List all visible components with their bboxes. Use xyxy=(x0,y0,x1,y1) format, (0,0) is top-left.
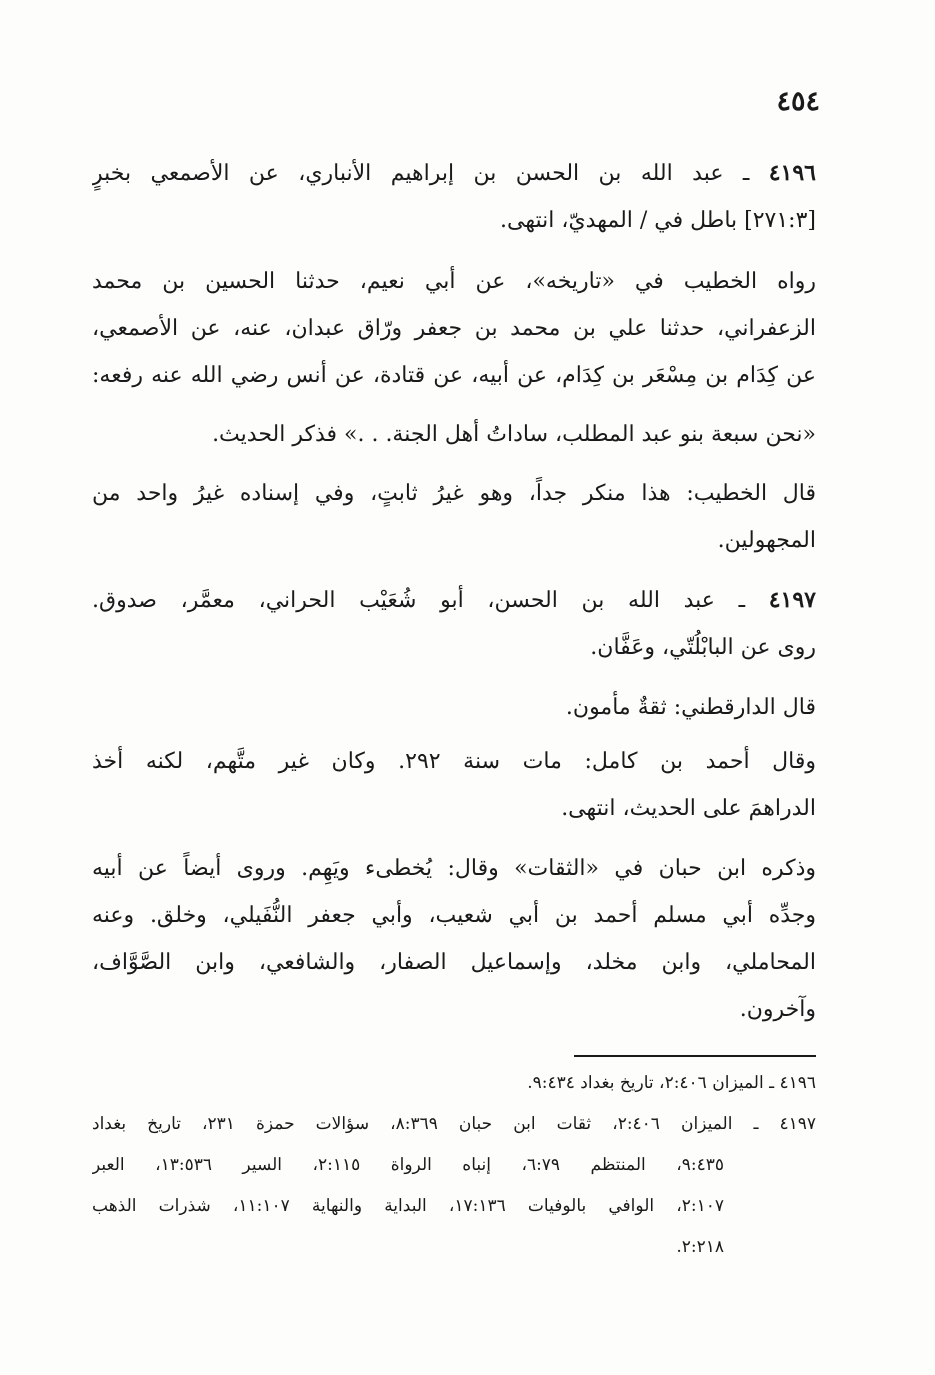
text-line xyxy=(92,411,816,458)
line-text: «نحن سبعة بنو عبد المطلب، ساداتُ أهل الجنة. . .» فذكر الحديث. xyxy=(212,422,816,447)
line-text: وجدِّه أبي مسلم أحمد بن أبي شعيب، وأبي جعفر النُّفَيلي، وخلق. وعنه xyxy=(92,903,816,928)
paragraph-p-rawahu xyxy=(92,258,816,399)
line-text: عن كِدَام بن مِسْعَر بن كِدَام، عن أبيه، عن قتادة، عن أنس رضي الله عنه رفعه: xyxy=(92,363,816,388)
line-text: وذكره ابن حبان في «الثقات» وقال: يُخطىء ويَهِم. وروى أيضاً عن أبيه xyxy=(92,856,816,881)
paragraph-p-khatib xyxy=(92,470,816,564)
text-line xyxy=(92,738,816,785)
paragraph-entry-4197 xyxy=(92,577,816,671)
footnote-line: ٤١٩٧ ـ الميزان ٢:٤٠٦، ثقات ابن حبان ٨:٣٦٩، سؤالات حمزة ٢٣١، تاريخ بغداد xyxy=(92,1114,816,1134)
line-text: وآخرون. xyxy=(739,997,816,1022)
line-text: وقال أحمد بن كامل: مات سنة ٢٩٢. وكان غير متَّهم، لكنه أخذ xyxy=(92,749,816,774)
footnote-fn-4196 xyxy=(92,1063,816,1104)
footnote-divider xyxy=(574,1055,816,1057)
paragraph-p-ibnhibban xyxy=(92,845,816,1033)
text-line xyxy=(92,352,816,399)
text-line xyxy=(92,624,816,671)
text-line xyxy=(92,845,816,892)
footnote-line: ٩:٤٣٥، المنتظم ٦:٧٩، إنباه الرواة ٢:١١٥، السير ١٣:٥٣٦، العبر xyxy=(92,1155,725,1175)
text-line xyxy=(92,470,816,517)
text-line xyxy=(92,986,816,1033)
line-text: الزعفراني، حدثنا علي بن محمد بن جعفر ورّاق عبدان، عنه، عن الأصمعي، xyxy=(92,316,816,341)
text-line xyxy=(92,577,816,624)
text-line xyxy=(92,892,816,939)
text-line xyxy=(92,150,816,197)
line-text: ـ عبد الله بن الحسن، أبو شُعَيْب الحراني، معمَّر، صدوق. xyxy=(92,588,769,613)
line-text: ـ عبد الله بن الحسن بن إبراهيم الأنباري، عن الأصمعي بخبرٍ xyxy=(92,161,769,186)
text-line xyxy=(92,258,816,305)
paragraph-entry-4196 xyxy=(92,150,816,244)
page-number: ٤٥٤ xyxy=(776,86,820,117)
line-text: قال الدارقطني: ثقةٌ مأمون. xyxy=(565,695,816,720)
text-line xyxy=(92,305,816,352)
footnote-line: ٤١٩٦ ـ الميزان ٢:٤٠٦، تاريخ بغداد ٩:٤٣٤. xyxy=(527,1073,816,1093)
line-text: [٢٧١:٣] باطل في / المهديّ، انتهى. xyxy=(500,208,816,233)
footnote-line: ٢:٢١٨. xyxy=(676,1237,724,1257)
text-line xyxy=(92,939,816,986)
paragraph-p-nahnu xyxy=(92,411,816,458)
text-line xyxy=(92,197,816,244)
entry-number: ٤١٩٦ xyxy=(768,160,816,186)
text-line xyxy=(92,517,816,564)
line-text: قال الخطيب: هذا منكر جداً، وهو غيرُ ثابتٍ، وفي إسناده غيرُ واحد من xyxy=(92,481,816,506)
line-text: المجهولين. xyxy=(717,528,816,553)
paragraph-p-daraqutni xyxy=(92,684,816,731)
line-text: روى عن البابْلُتّي، وعَفَّان. xyxy=(590,635,816,660)
text-line xyxy=(92,785,816,832)
footnote-line: ٢:١٠٧، الوافي بالوفيات ١٧:١٣٦، البداية والنهاية ١١:١٠٧، شذرات الذهب xyxy=(92,1196,725,1216)
text-line xyxy=(92,684,816,731)
line-text: رواه الخطيب في «تاريخه»، عن أبي نعيم، حدثنا الحسين بن محمد xyxy=(92,269,816,294)
line-text: الدراهمَ على الحديث، انتهى. xyxy=(561,796,816,821)
line-text: المحاملي، وابن مخلد، وإسماعيل الصفار، والشافعي، وابن الصَّوَّاف، xyxy=(92,950,816,975)
entry-number: ٤١٩٧ xyxy=(768,587,816,613)
footnote-fn-4197 xyxy=(92,1104,816,1268)
paragraph-p-ahmad xyxy=(92,738,816,832)
